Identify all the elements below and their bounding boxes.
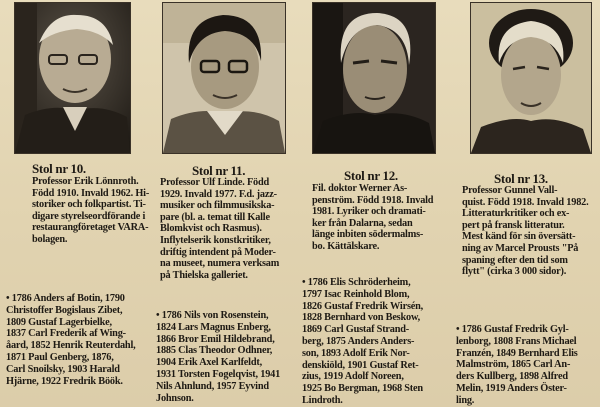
history-line: Johnson. (156, 392, 194, 404)
bio-line: Född 1910. Invald 1962. Hi- (32, 187, 150, 199)
chair-history (456, 324, 578, 407)
history-line: 1866 Bror Emil Hildebrand, (156, 333, 275, 345)
history-line: 1828 Bernhard von Beskow, (302, 312, 421, 324)
history-line: • 1786 Nils von Rosenstein, (156, 310, 269, 321)
portrait-erik-lonnroth (14, 2, 131, 154)
history-line: 1809 Gustaf Lagerbielke, (6, 316, 112, 328)
history-line: 1837 Carl Frederik af Wing- (6, 328, 126, 340)
history-line: Franzén, 1849 Bernhard Elis (456, 347, 578, 359)
history-line: Nils Ahnlund, 1957 Eyvind (156, 380, 269, 392)
history-line: son, 1893 Adolf Erik Nor- (302, 347, 410, 359)
history-line: denskiöld, 1901 Gustaf Ret- (302, 359, 419, 371)
chair-history (6, 293, 136, 387)
chair-history (156, 310, 280, 404)
bio-line: restaurangföretaget VARA- (32, 222, 149, 234)
bio-line: bolagen. (32, 233, 68, 245)
chair-history (302, 277, 423, 407)
bio-line: quist. Född 1918. Invald 1982. (462, 196, 589, 208)
bio-line: bo. Kättälskare. (312, 240, 380, 252)
bio-line: flytt" (cirka 3 000 sidor). (462, 266, 567, 278)
history-line: • 1786 Gustaf Fredrik Gyl- (456, 324, 569, 335)
history-line: • 1786 Elis Schröderheim, (302, 277, 411, 288)
history-line: 1885 Clas Theodor Odhner, (156, 345, 273, 357)
column-stol-11 (150, 0, 302, 407)
history-line: 1925 Bo Bergman, 1968 Sten (302, 383, 423, 395)
portrait-werner-aspenstrom (312, 2, 436, 154)
history-line: Hjärne, 1922 Fredrik Böök. (6, 375, 123, 387)
history-line: 1904 Erik Axel Karlfeldt, (156, 357, 262, 369)
bio-line: Mest känd för sin översätt- (462, 231, 576, 243)
history-line: 1871 Paul Genberg, 1876, (6, 351, 114, 363)
bio-line: pert på fransk litteratur. (462, 219, 565, 231)
history-line: berg, 1875 Anders Anders- (302, 335, 415, 347)
bio-line: 1929. Invald 1977. F.d. jazz- (160, 188, 277, 200)
biography (312, 183, 433, 253)
chair-heading: Stol nr 13. (494, 171, 548, 186)
history-line: Christoffer Bogislaus Zibet, (6, 304, 123, 316)
bio-line: musiker och filmmusikska- (160, 200, 275, 212)
bio-line: driftig intendent på Moder- (160, 246, 276, 258)
biography (462, 185, 588, 278)
history-line: 1797 Isac Reinhold Blom, (302, 288, 410, 300)
column-stol-13 (452, 0, 600, 407)
chair-heading: Stol nr 10. (32, 161, 86, 176)
portrait-ulf-linde (162, 2, 286, 154)
chair-heading: Stol nr 12. (344, 168, 398, 183)
bio-line: na museet, numera verksam (160, 258, 280, 270)
history-line: 1869 Carl Gustaf Strand- (302, 324, 410, 336)
bio-line: länge inbiten södermalms- (312, 229, 424, 241)
bio-line: ning av Marcel Prousts "På (462, 242, 579, 254)
bio-line: storiker och folkpartist. Ti- (32, 199, 146, 211)
bio-line: 1981. Lyriker och dramati- (312, 206, 426, 218)
bio-line: Inflytelserik konstkritiker, (160, 234, 271, 246)
history-line: zius, 1919 Adolf Noreen, (302, 371, 404, 383)
column-stol-10 (0, 0, 150, 407)
history-line: 1931 Torsten Fogelqvist, 1941 (156, 368, 281, 380)
history-line: Carl Snoilsky, 1903 Harald (6, 363, 120, 375)
bio-line: digare styrelseordförande i (32, 210, 146, 222)
bio-line: pare (bl. a. temat till Kalle (160, 211, 270, 223)
history-line: 1824 Lars Magnus Enberg, (156, 321, 271, 333)
history-line: lenborg, 1808 Frans Michael (456, 335, 577, 347)
history-line: åard, 1852 Henrik Reuterdahl, (6, 340, 136, 352)
history-line: Malmström, 1865 Carl An- (456, 359, 571, 371)
chair-heading: Stol nr 11. (192, 163, 246, 178)
bio-line: Fil. doktor Werner As- (312, 183, 408, 194)
history-line: Lindroth. (302, 394, 343, 406)
bio-line: Professor Erik Lönnroth. (32, 176, 139, 187)
bio-line: på Thielska galleriet. (160, 269, 248, 281)
biography (32, 176, 149, 246)
history-line: • 1786 Anders af Botin, 1790 (6, 293, 125, 304)
history-line: 1826 Gustaf Fredrik Wirsén, (302, 300, 424, 312)
bio-line: spaning efter den tid som (462, 254, 568, 266)
portrait-gunnel-vallquist (470, 2, 592, 154)
bio-line: Litteraturkritiker och ex- (462, 208, 570, 220)
history-line: ders Kullberg, 1898 Alfred (456, 371, 568, 383)
bio-line: Professor Gunnel Vall- (462, 185, 558, 196)
column-stol-12 (302, 0, 452, 407)
history-line: ling. (456, 394, 475, 406)
bio-line: Blomkvist och Rasmus). (160, 223, 262, 235)
bio-line: penström. Född 1918. Invald (312, 194, 434, 206)
bio-line: Professor Ulf Linde. Född (160, 177, 270, 188)
biography (160, 177, 279, 281)
bio-line: ker från Dalarna, sedan (312, 217, 413, 229)
history-line: Melin, 1919 Anders Öster- (456, 382, 567, 394)
